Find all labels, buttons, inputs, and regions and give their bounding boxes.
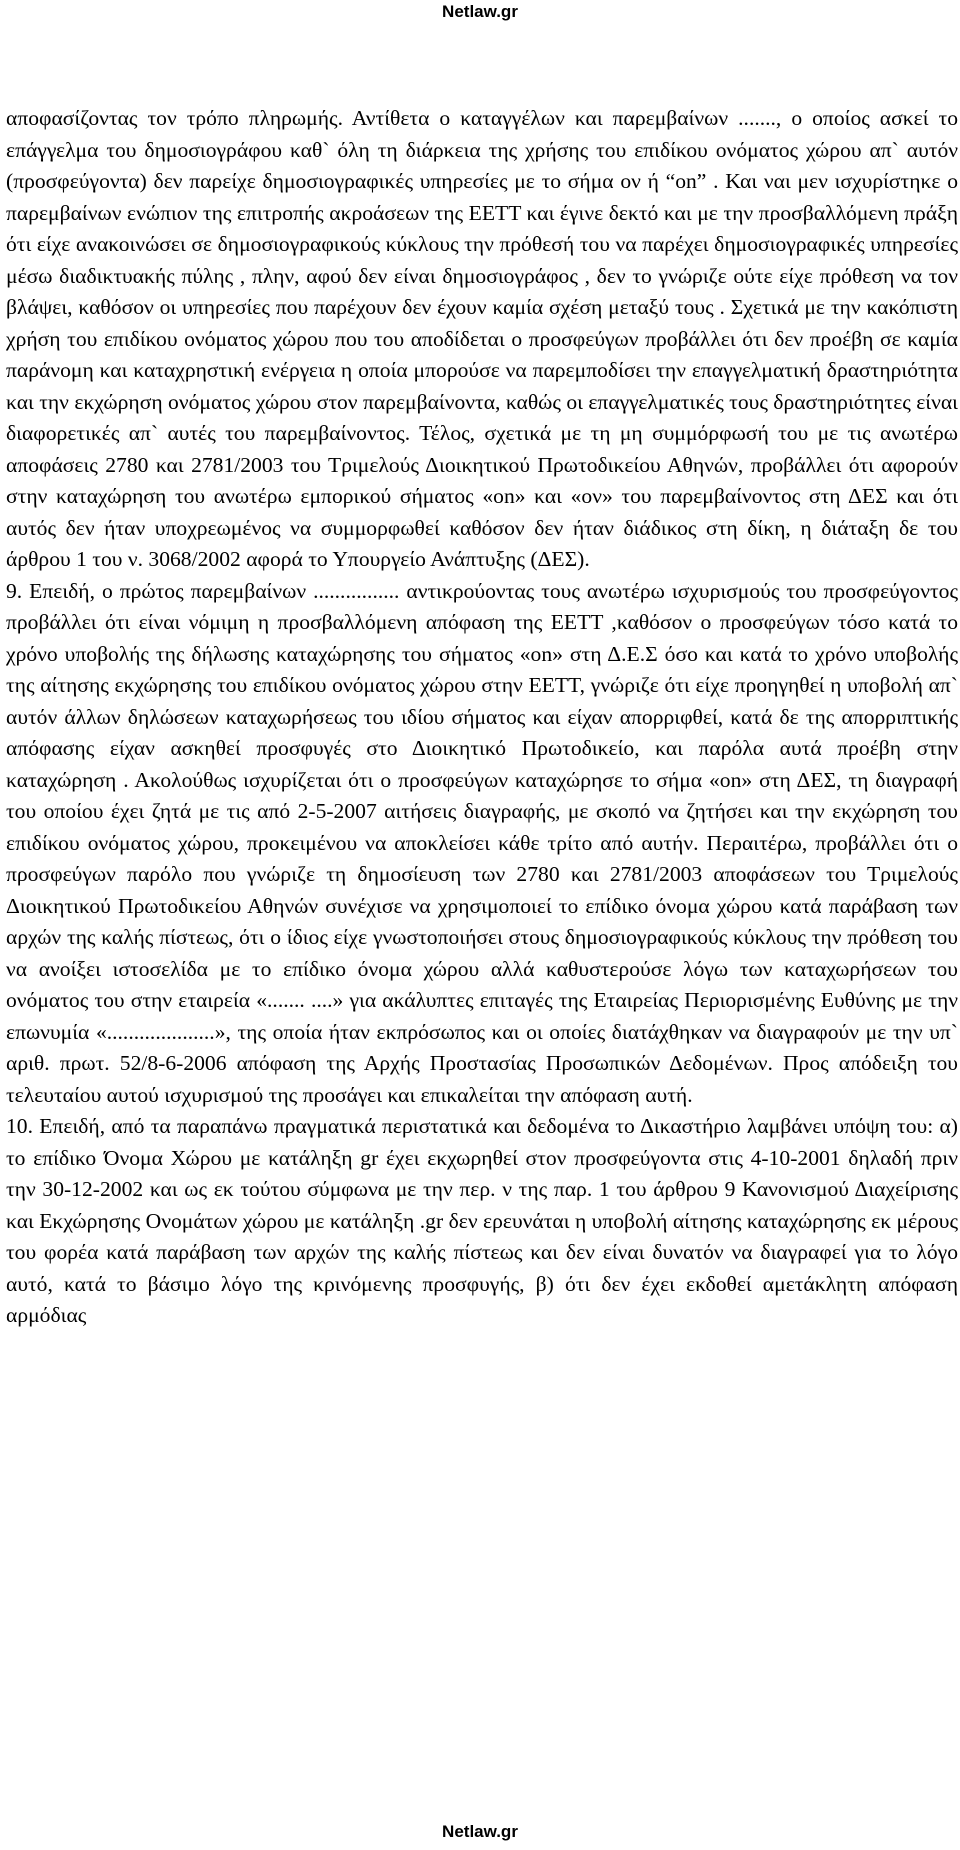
paragraph-9: 9. Επειδή, ο πρώτος παρεμβαίνων ................ αντικρούοντας τους ανωτέρω ισχυρισμούς του προσφεύγοντος προβάλλει ότι είναι νόμιμη η προσβαλλόμενη απόφαση της ΕΕΤΤ ,καθόσον ο προσφεύγων τόσο κατά το χρόνο υποβολής της δήλωσης καταχώρησης του σήματος «on» στη Δ.Ε.Σ όσο και κατά το χρόνο υποβολής της αίτησης εκχώρησης του επιδίκου ονόματος χώρου στην ΕΕΤΤ, γνώριζε ότι είχε προηγηθεί η υποβολή απ` αυτόν άλλων δηλώσεων καταχωρήσεως του ιδίου σήματος και είχαν απορριφθεί, κατά δε της απορριπτικής απόφασης είχαν ασκηθεί προσφυγές στο Διοικητικό Πρωτοδικείο, και παρόλα αυτά προέβη στην καταχώρηση . Ακολούθως ισχυρίζεται ότι ο προσφεύγων καταχώρησε το σήμα «on» στη ΔΕΣ, τη διαγραφή του οποίου έχει ζητά με τις από 2-5-2007 αιτήσεις διαγραφής, με σκοπό να ζητήσει και την εκχώρηση του επιδίκου ονόματος χώρου, προκειμένου να αποκλείσει κάθε τρίτο από αυτήν. Περαιτέρω, προβάλλει ότι ο προσφεύγων παρόλο που γνώριζε τη δημοσίευση των 2780 και 2781/2003 αποφάσεων του Τριμελούς Διοικητικού Πρωτοδικείου Αθηνών συνέχισε να χρησιμοποιεί το επίδικο όνομα χώρου κατά παράβαση των αρχών της καλής πίστεως, ότι ο ίδιος είχε γνωστοποιήσει στους δημοσιογραφικούς κύκλους την πρόθεση του να ανοίξει ιστοσελίδα με το επίδικο όνομα χώρου αλλά καθυστερούσε λόγω των καταχωρήσεων του ονόματος του στην εταιρεία «....... ....» για ακάλυπτες επιταγές της Εταιρείας Περιορισμένης Ευθύνης με την επωνυμία «....................», της οποία ήταν εκπρόσωπος και οι οποίες διατάχθηκαν να διαγραφούν με την υπ` αριθ. πρωτ. 52/8-6-2006 απόφαση της Αρχής Προστασίας Προσωπικών Δεδομένων. Προς απόδειξη του τελευταίου αυτού ισχυρισμού της προσάγει και επικαλείται την απόφαση αυτή. <box>6 578 958 1107</box>
paragraph-continuation: αποφασίζοντας τον τρόπο πληρωμής. Αντίθετα ο καταγγέλων και παρεμβαίνων ......., ο οποίος ασκεί το επάγγελμα του δημοσιογράφου καθ` όλη τη διάρκεια της χρήσης του επιδίκου ονόματος χώρου απ` αυτόν (προσφεύγοντα) δεν παρείχε δημοσιογραφικές υπηρεσίες με το σήμα ον ή “on” . Και ναι μεν ισχυρίστηκε ο παρεμβαίνων ενώπιον της επιτροπής ακροάσεων της ΕΕΤΤ και έγινε δεκτό και με την προσβαλλόμενη πράξη ότι είχε ανακοινώσει σε δημοσιογραφικούς κύκλους την πρόθεσή του να παρέχει δημοσιογραφικές υπηρεσίες μέσω διαδικτυακής πύλης , πλην, αφού δεν είναι δημοσιογράφος , δεν το γνώριζε ούτε είχε πρόθεση να τον βλάψει, καθόσον οι υπηρεσίες που παρέχουν δεν έχουν καμία σχέση μεταξύ τους . Σχετικά με την κακόπιστη χρήση του επιδίκου ονόματος χώρου που του αποδίδεται ο προσφεύγων προβάλλει ότι δεν προέβη σε καμία παράνομη και καταχρηστική ενέργεια η οποία μπορούσε να παρεμποδίσει την επαγγελματική δραστηριότητα και την εκχώρηση ονόματος χώρου στον παρεμβαίνοντα, καθώς οι επαγγελματικές τους δραστηριότητες είναι διαφορετικές απ` αυτές του παρεμβαίνοντος. Τέλος, σχετικά με τη μη συμμόρφωσή του με τις ανωτέρω αποφάσεις 2780 και 2781/2003 του Τριμελούς Διοικητικού Πρωτοδικείου Αθηνών, προβάλλει ότι αφορούν στην καταχώρηση του ανωτέρω εμπορικού σήματος «on» και «ον» του παρεμβαίνοντος στη ΔΕΣ και ότι αυτός δεν ήταν υποχρεωμένος να συμμορφωθεί καθόσον δεν ήταν διάδικος στη δίκη, η διάταξη δε του άρθρου 1 του ν. 3068/2002 αφορά το Υπουργείο Ανάπτυξης (ΔΕΣ). <box>6 106 958 571</box>
document-body <box>6 103 958 1332</box>
site-header: Netlaw.gr <box>442 2 518 21</box>
paragraph-10: 10. Επειδή, από τα παραπάνω πραγματικά περιστατικά και δεδομένα το Δικαστήριο λαμβάνει υπόψη του: α) το επίδικο Όνομα Χώρου με κατάληξη gr έχει εκχωρηθεί στον προσφεύγοντα στις 4-10-2001 δηλαδή πριν την 30-12-2002 και ως εκ τούτου σύμφωνα με την περ. ν της παρ. 1 του άρθρου 9 Κανονισμού Διαχείρισης και Εκχώρησης Ονομάτων χώρου με κατάληξη .gr δεν ερευνάται η υποβολή αίτησης καταχώρησης εκ μέρους του φορέα κατά παράβαση των αρχών της καλής πίστεως και δεν είναι δυνατόν να διαγραφεί για το λόγο αυτό, κατά το βάσιμο λόγο της κρινόμενης προσφυγής, β) ότι δεν έχει εκδοθεί αμετάκλητη απόφαση αρμόδιας <box>6 1114 958 1327</box>
site-footer: Netlaw.gr <box>442 1822 518 1841</box>
